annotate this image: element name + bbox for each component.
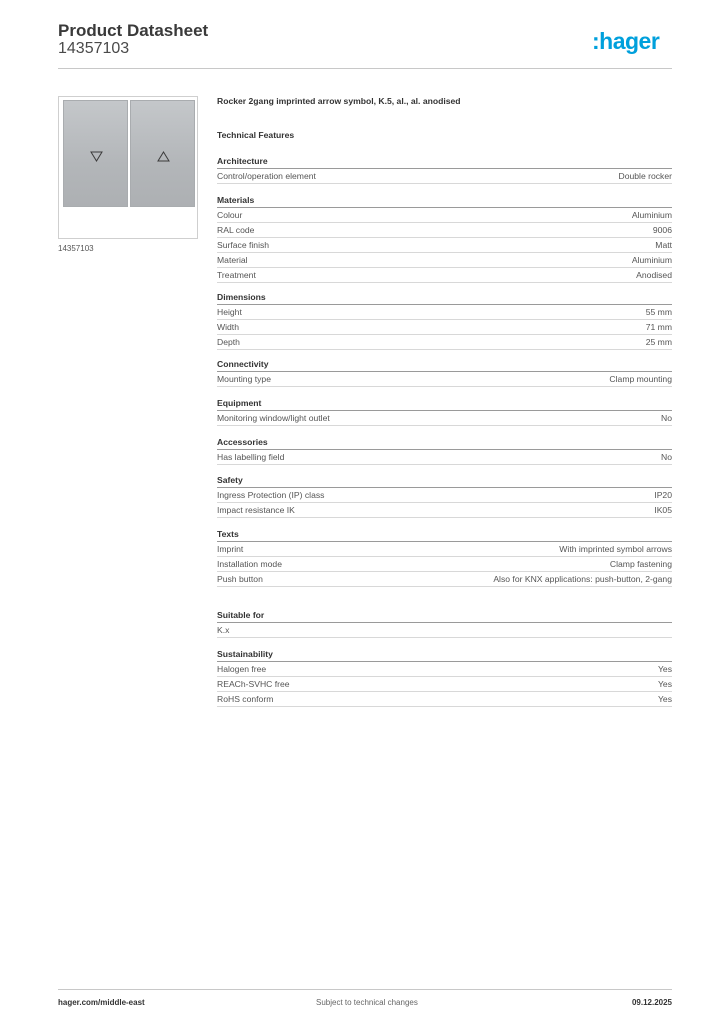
spec-row <box>217 488 672 503</box>
spec-value: Aluminium <box>631 255 672 265</box>
spec-label: Surface finish <box>217 240 270 250</box>
spec-section-suitable-for <box>217 609 672 638</box>
spec-label: Ingress Protection (IP) class <box>217 490 325 500</box>
spec-value: Clamp mounting <box>609 374 672 384</box>
spec-value: IP20 <box>654 490 672 500</box>
spec-label: Height <box>217 307 242 317</box>
spec-row <box>217 677 672 692</box>
spec-section-equipment <box>217 397 672 426</box>
section-title: Equipment <box>217 397 672 411</box>
page-title: Product Datasheet <box>58 21 209 40</box>
spec-value: Yes <box>657 694 672 704</box>
section-title: Sustainability <box>217 648 672 662</box>
spec-row <box>217 450 672 465</box>
spec-section-architecture <box>217 155 672 184</box>
spec-value: Double rocker <box>618 171 672 181</box>
spec-value: 9006 <box>652 225 672 235</box>
left-rocker <box>63 100 128 207</box>
image-caption: 14357103 <box>58 244 94 253</box>
footer-date: 09.12.2025 <box>631 998 672 1007</box>
spec-row <box>217 320 672 335</box>
spec-label: Monitoring window/light outlet <box>217 413 330 423</box>
spec-row <box>217 557 672 572</box>
spec-row <box>217 268 672 283</box>
spec-row <box>217 253 672 268</box>
spec-section-materials <box>217 194 672 283</box>
spec-value: IK05 <box>654 505 672 515</box>
spec-label: Material <box>217 255 248 265</box>
hager-logo: :hager <box>592 28 660 54</box>
section-title: Architecture <box>217 155 672 169</box>
spec-row <box>217 623 672 638</box>
spec-label: Colour <box>217 210 243 220</box>
section-title: Safety <box>217 474 672 488</box>
header-divider <box>58 68 672 69</box>
spec-label: REACh-SVHC free <box>217 679 290 689</box>
product-number: 14357103 <box>58 40 130 57</box>
spec-label: Has labelling field <box>217 452 285 462</box>
spec-row <box>217 238 672 253</box>
spec-label: Push button <box>217 574 263 584</box>
section-title: Accessories <box>217 436 672 450</box>
spec-label: Mounting type <box>217 374 271 384</box>
spec-label: K.x <box>217 625 230 635</box>
spec-value: 55 mm <box>645 307 672 317</box>
spec-row <box>217 223 672 238</box>
spec-label: Treatment <box>217 270 256 280</box>
section-title: Dimensions <box>217 291 672 305</box>
spec-value: No <box>661 452 672 462</box>
spec-row <box>217 169 672 184</box>
spec-section-texts <box>217 528 672 587</box>
spec-label: Halogen free <box>217 664 267 674</box>
spec-row <box>217 503 672 518</box>
spec-value: 71 mm <box>645 322 672 332</box>
spec-label: Width <box>217 322 239 332</box>
spec-value: Clamp fastening <box>609 559 672 569</box>
section-title: Connectivity <box>217 358 672 372</box>
spec-value: Yes <box>657 679 672 689</box>
spec-label: Installation mode <box>217 559 282 569</box>
footer-divider <box>58 989 672 990</box>
spec-section-dimensions <box>217 291 672 350</box>
spec-row <box>217 572 672 587</box>
section-title: Materials <box>217 194 672 208</box>
section-title: Texts <box>217 528 672 542</box>
spec-label: Imprint <box>217 544 244 554</box>
spec-value: Anodised <box>636 270 672 280</box>
spec-row <box>217 335 672 350</box>
footer-website: hager.com/middle-east <box>58 998 145 1007</box>
spec-row <box>217 208 672 223</box>
product-image <box>58 96 198 239</box>
section-title: Suitable for <box>217 609 672 623</box>
product-name: Rocker 2gang imprinted arrow symbol, K.5, al., al. anodised <box>217 96 461 106</box>
technical-features-heading: Technical Features <box>217 130 295 140</box>
arrow-down-icon <box>90 151 103 162</box>
spec-section-safety <box>217 474 672 518</box>
footer-notice: Subject to technical changes <box>316 998 418 1007</box>
spec-section-accessories <box>217 436 672 465</box>
spec-row <box>217 662 672 677</box>
spec-label: Control/operation element <box>217 171 316 181</box>
spec-value: Matt <box>655 240 672 250</box>
spec-value: Yes <box>657 664 672 674</box>
spec-value: No <box>661 413 672 423</box>
spec-section-sustainability <box>217 648 672 707</box>
spec-value: 25 mm <box>645 337 672 347</box>
spec-row <box>217 692 672 707</box>
spec-row <box>217 542 672 557</box>
spec-row <box>217 305 672 320</box>
spec-section-connectivity <box>217 358 672 387</box>
spec-value: Aluminium <box>631 210 672 220</box>
spec-row <box>217 372 672 387</box>
spec-label: Impact resistance IK <box>217 505 295 515</box>
spec-row <box>217 411 672 426</box>
spec-label: Depth <box>217 337 240 347</box>
right-rocker <box>130 100 195 207</box>
spec-label: RAL code <box>217 225 255 235</box>
spec-value: Also for KNX applications: push-button, 2-gang <box>493 574 672 584</box>
spec-label: RoHS conform <box>217 694 274 704</box>
arrow-up-icon <box>157 151 170 162</box>
spec-value: With imprinted symbol arrows <box>559 544 672 554</box>
